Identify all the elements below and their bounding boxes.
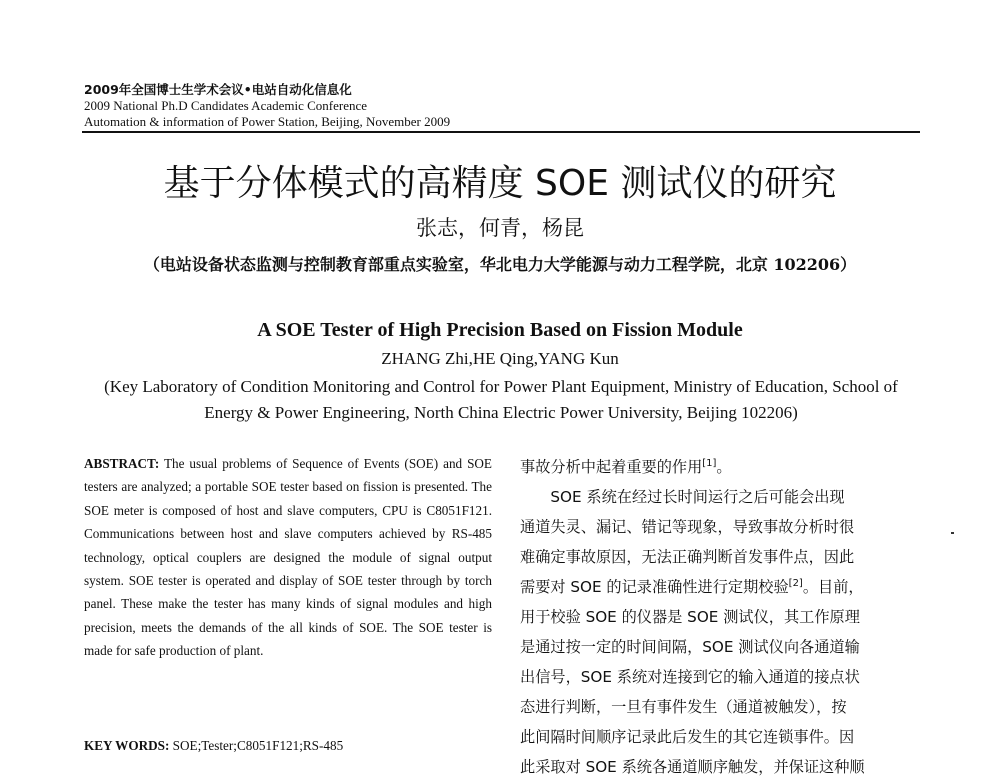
keywords-text: SOE;Tester;C8051F121;RS-485 [172, 738, 344, 753]
conference-line-cn: 2009年全国博士生学术会议•电站自动化信息化 [84, 82, 352, 97]
body-line: 需要对 SOE 的记录准确性进行定期校验[2]。目前， [520, 577, 864, 596]
body-line: 态进行判断，一旦有事件发生（通道被触发），按 [520, 698, 847, 716]
keywords [84, 736, 492, 756]
body-line: 此间隔时间顺序记录此后发生的其它连锁事件。因 [520, 728, 855, 746]
abstract-label: ABSTRACT: [84, 456, 160, 471]
english-authors: ZHANG Zhi,HE Qing,YANG Kun [381, 349, 619, 368]
body-line: 用于校验 SOE 的仪器是 SOE 测试仪，其工作原理 [520, 608, 860, 626]
body-line: SOE 系统在经过长时间运行之后可能会出现 [550, 488, 845, 506]
conference-line-en: 2009 National Ph.D Candidates Academic Conference [84, 98, 368, 113]
body-line: 通道失灵、漏记、错记等现象，导致事故分析时很 [520, 518, 855, 536]
body-line: 难确定事故原因，无法正确判断首发事件点，因此 [520, 548, 855, 566]
scan-speck [951, 532, 954, 534]
body-line: 是通过按一定的时间间隔，SOE 测试仪向各通道输 [520, 638, 860, 656]
keywords-label: KEY WORDS: [84, 738, 170, 753]
body-text-column [520, 452, 918, 782]
conference-line-venue: Automation & information of Power Station, Beijing, November 2009 [84, 114, 451, 129]
chinese-affiliation: （电站设备状态监测与控制教育部重点实验室，华北电力大学能源与动力工程学院，北京 102206） [143, 255, 857, 274]
abstract-text: The usual problems of Sequence of Events (SOE) and SOE testers are analyzed; a portable SOE tester based on fission is presented. The SOE meter is composed of host and slave computers, CPU is C8051F121. Communications between host and slave computers achieved by RS-485 technology, optical couplers are designed the module of signal output system. SOE tester is operated and display of SOE tester through by torch panel. These make the tester has many kinds of signal modules and high precision, meets the demands of the all kinds of SOE. The SOE tester is made for safe production of plant. [84, 456, 492, 659]
body-line: 事故分析中起着重要的作用[1]。 [520, 457, 732, 476]
body-line: 出信号，SOE 系统对连接到它的输入通道的接点状 [520, 668, 860, 686]
chinese-title: 基于分体模式的高精度 SOE 测试仪的研究 [163, 163, 837, 204]
english-title: A SOE Tester of High Precision Based on Fission Module [257, 319, 743, 341]
body-line: 此采取对 SOE 系统各通道顺序触发，并保证这种顺 [520, 758, 865, 776]
citation-1: [1] [702, 457, 717, 469]
conference-header [84, 82, 450, 130]
chinese-authors: 张志，何青，杨昆 [416, 216, 584, 240]
header-rule [82, 131, 920, 133]
citation-2: [2] [788, 577, 803, 589]
abstract [84, 452, 492, 663]
english-affiliation: (Key Laboratory of Condition Monitoring and Control for Power Plant Equipment, Ministry of Education, School of Energy & Power Engineering, North China Electric Power University, Beijing 102206) [104, 377, 898, 422]
